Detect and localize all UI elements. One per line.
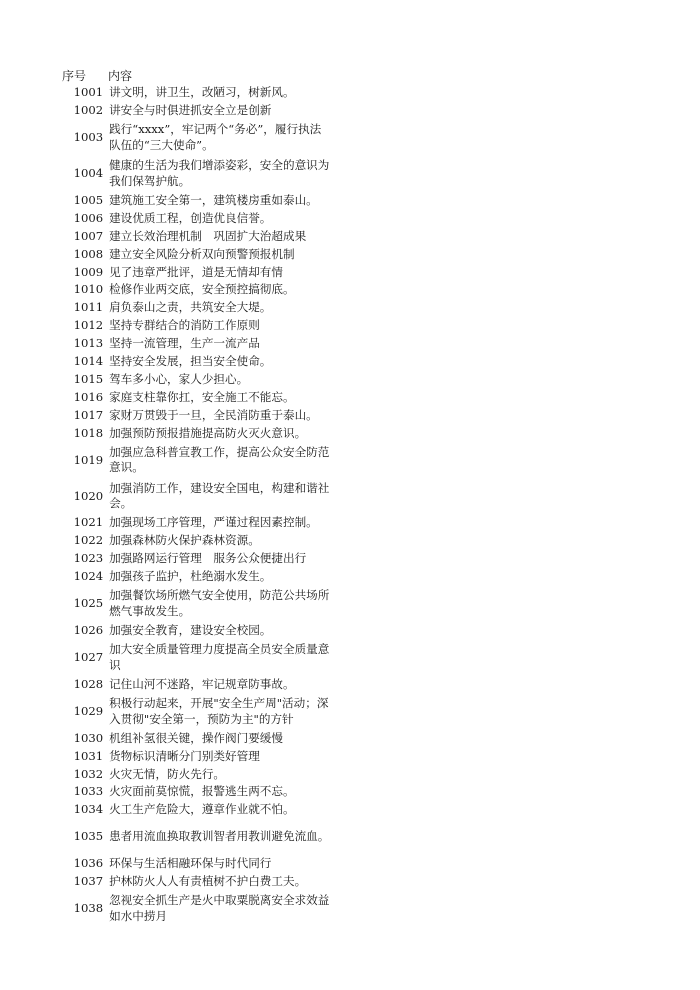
row-content: 家财万贯毁于一旦，全民消防重于泰山。: [109, 407, 318, 422]
table-row: [60, 281, 330, 299]
row-content: 健康的生活为我们增添姿彩，安全的意识为我们保驾护航。: [109, 158, 330, 188]
table-row: [60, 102, 330, 120]
table-row: [60, 210, 330, 228]
table-row: [60, 389, 330, 407]
table-row: [60, 550, 330, 568]
table-row: [60, 299, 330, 317]
row-number: 1032: [73, 766, 104, 781]
row-number: 1015: [73, 371, 104, 386]
row-content: 建立长效治理机制 巩固扩大治超成果: [109, 228, 307, 243]
row-content: 加强森林防火保护森林资源。: [109, 533, 260, 548]
row-content: 见了违章严批评，道是无情却有情: [109, 264, 283, 279]
row-content: 驾车多小心，家人少担心。: [109, 371, 249, 386]
row-number: 1002: [73, 103, 104, 118]
row-number: 1019: [73, 452, 104, 467]
slogan-sheet: [60, 66, 330, 927]
row-number: 1033: [73, 784, 104, 799]
row-content: 火灾无情，防火先行。: [109, 766, 226, 781]
slogan-table: [60, 84, 330, 927]
row-number: 1021: [73, 515, 104, 530]
row-content: 检修作业两交底，安全预控搞彻底。: [109, 282, 295, 297]
row-number: 1004: [73, 166, 104, 181]
header-number: 序号: [62, 68, 87, 83]
table-row: [60, 371, 330, 389]
table-row: [60, 891, 330, 927]
row-content: 加强现场工序管理，严谨过程因素控制。: [109, 515, 318, 530]
row-number: 1018: [73, 425, 104, 440]
row-number: 1016: [73, 389, 104, 404]
row-number: 1028: [73, 676, 104, 691]
table-row: [60, 84, 330, 102]
row-number: 1012: [73, 318, 104, 333]
row-number: 1027: [73, 649, 104, 664]
row-number: 1022: [73, 533, 104, 548]
table-row: [60, 801, 330, 819]
row-number: 1001: [73, 85, 104, 100]
table-row: [60, 335, 330, 353]
row-content: 机组补氢很关键，操作阀门要缓慢: [109, 730, 283, 745]
row-content: 积极行动起来，开展"安全生产周"活动；深入贯彻"安全第一，预防为主"的方针: [109, 696, 329, 726]
table-row: [60, 120, 330, 156]
row-content: 记住山河不迷路，牢记规章防事故。: [109, 676, 295, 691]
row-content: 环保与生活相融环保与时代同行: [109, 856, 272, 871]
row-content: 坚持安全发展，担当安全使命。: [109, 353, 272, 368]
table-row: [60, 406, 330, 424]
row-number: 1008: [73, 246, 104, 261]
row-number: 1020: [73, 488, 104, 503]
table-row: [60, 586, 330, 622]
row-content: 坚持专群结合的消防工作原则: [109, 318, 260, 333]
table-row: [60, 694, 330, 730]
row-content: 加强路网运行管理 服务公众便捷出行: [109, 551, 307, 566]
row-content: 加强餐饮场所燃气安全使用，防范公共场所燃气事故发生。: [109, 588, 330, 618]
row-content: 家庭支柱靠你扛，安全施工不能忘。: [109, 389, 295, 404]
table-row: [60, 192, 330, 210]
row-content: 货物标识清晰分门别类好管理: [109, 748, 260, 763]
row-content: 加强消防工作，建设安全国电，构建和谐社会。: [109, 480, 330, 511]
row-content: 护林防火人人有责植树不护白费工夫。: [109, 874, 307, 889]
row-content: 讲文明，讲卫生，改陋习，树新风。: [109, 85, 295, 100]
row-content: 坚持一流管理，生产一流产品: [109, 336, 260, 351]
table-row: [60, 640, 330, 676]
row-number: 1011: [73, 300, 104, 315]
row-content: 加强安全教育，建设安全校园。: [109, 623, 272, 637]
table-row: [60, 263, 330, 281]
header-content: 内容: [108, 68, 133, 83]
row-content: 加强应急科普宣教工作，提高公众安全防范意识。: [109, 444, 330, 475]
row-content: 加强孩子监护，杜绝溺水发生。: [109, 569, 272, 584]
row-number: 1009: [73, 264, 104, 279]
row-content: 火工生产危险大，遵章作业就不怕。: [109, 802, 295, 817]
row-content: 火灾面前莫惊慌，报警逃生两不忘。: [109, 784, 295, 799]
row-number: 1036: [73, 856, 104, 871]
table-row: [60, 532, 330, 550]
table-row: [60, 442, 330, 478]
table-row: [60, 730, 330, 748]
row-content: 忽视安全抓生产是火中取粟脱离安全求效益如水中捞月: [109, 893, 330, 923]
row-number: 1034: [73, 802, 104, 817]
table-row: [60, 873, 330, 891]
table-row: [60, 514, 330, 532]
row-number: 1017: [73, 407, 104, 422]
row-number: 1037: [73, 874, 104, 889]
table-row: [60, 819, 330, 855]
row-content: 肩负泰山之责，共筑安全大堤。: [109, 300, 272, 315]
table-row: [60, 676, 330, 694]
table-row: [60, 855, 330, 873]
row-content: 患者用流血换取教训智者用教训避免流血。: [109, 829, 330, 844]
row-number: 1006: [73, 210, 104, 225]
row-content: 加强预防预报措施提高防火灭火意识。: [109, 425, 307, 440]
table-row: [60, 353, 330, 371]
table-row: [60, 568, 330, 586]
row-number: 1035: [73, 829, 104, 844]
row-number: 1030: [73, 730, 104, 745]
row-content: 践行“xxxx”，牢记两个“务必”，履行执法队伍的“三大使命”。: [109, 122, 322, 152]
row-number: 1007: [73, 228, 104, 243]
table-row: [60, 765, 330, 783]
table-row: [60, 156, 330, 192]
row-content: 建立安全风险分析双向预警预报机制: [109, 246, 295, 261]
table-row: [60, 317, 330, 335]
table-row: [60, 622, 330, 640]
row-number: 1003: [73, 130, 104, 145]
row-number: 1024: [73, 569, 104, 584]
table-row: [60, 747, 330, 765]
row-number: 1031: [73, 748, 104, 763]
row-number: 1010: [73, 282, 104, 297]
table-row: [60, 245, 330, 263]
table-header: [60, 66, 330, 84]
table-row: [60, 478, 330, 514]
row-number: 1014: [73, 353, 104, 368]
row-number: 1038: [73, 901, 104, 916]
table-row: [60, 424, 330, 442]
table-row: [60, 783, 330, 801]
row-number: 1023: [73, 551, 104, 566]
row-content: 建筑施工安全第一，建筑楼房重如泰山。: [109, 192, 318, 207]
row-content: 加大安全质量管理力度提高全员安全质量意识: [109, 642, 330, 672]
row-content: 讲安全与时俱进抓安全立是创新: [109, 103, 272, 118]
row-number: 1026: [73, 623, 104, 637]
table-row: [60, 228, 330, 246]
row-content: 建设优质工程，创造优良信誉。: [109, 210, 272, 225]
row-number: 1025: [73, 596, 104, 611]
row-number: 1013: [73, 336, 104, 351]
row-number: 1005: [73, 192, 104, 207]
row-number: 1029: [73, 703, 104, 718]
